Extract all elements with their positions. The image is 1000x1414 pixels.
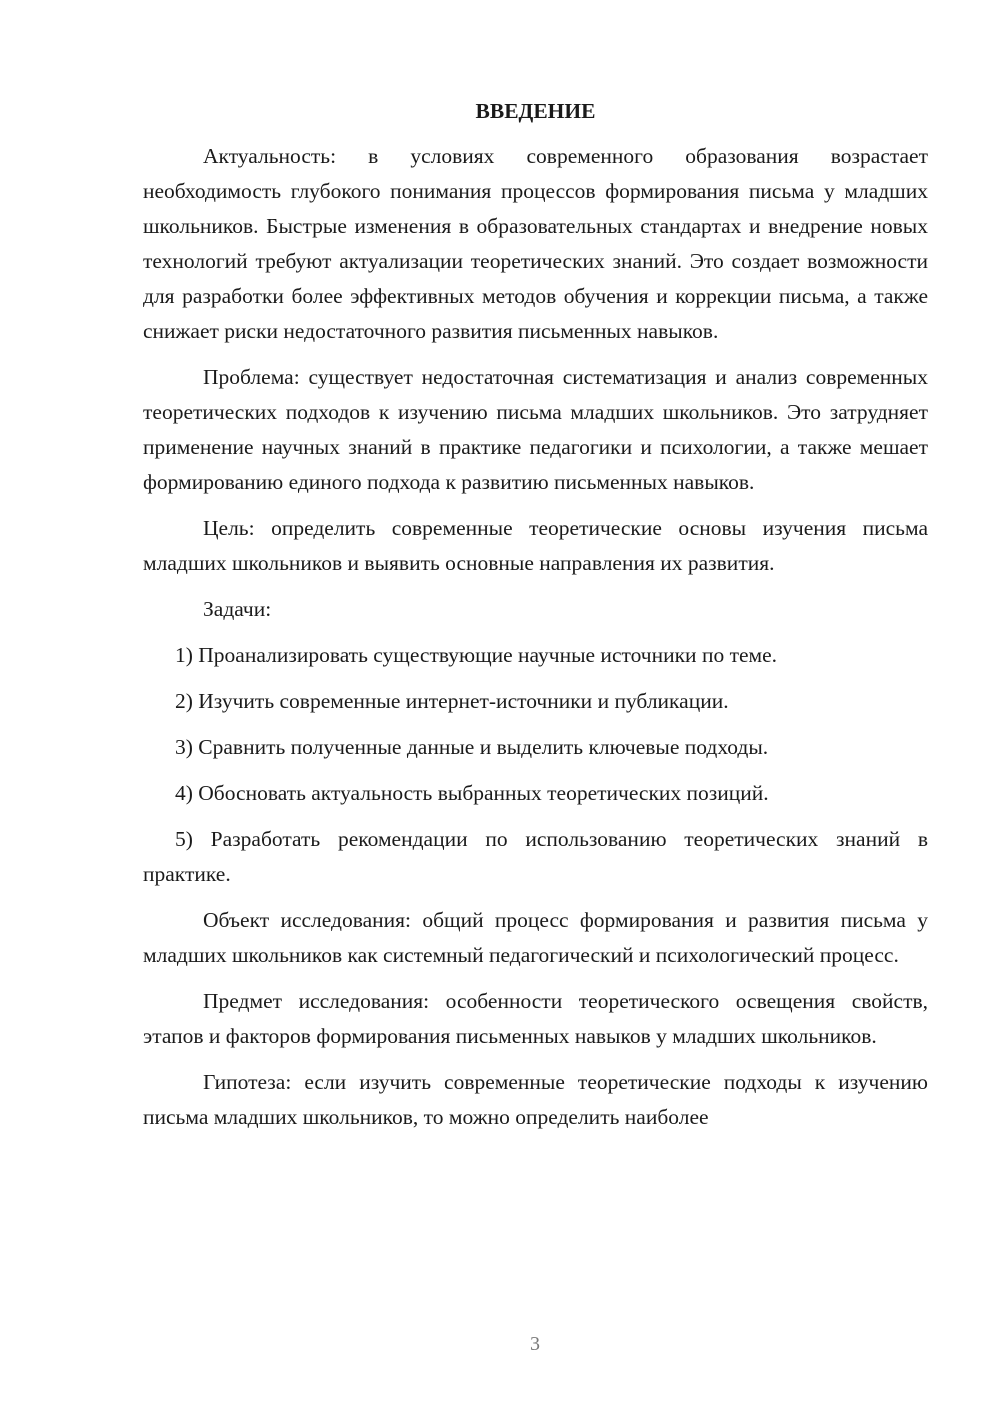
page-number: 3 (530, 1333, 540, 1355)
task-item: 5) Разработать рекомендации по использованию теоретических знаний в практике. (143, 827, 928, 886)
task-item: 2) Изучить современные интернет-источники и публикации. (175, 689, 729, 713)
hypothesis-paragraph: Гипотеза: если изучить современные теоретические подходы к изучению письма младших школьников, то можно определить наиболее (143, 1070, 928, 1129)
subject-paragraph: Предмет исследования: особенности теоретического освещения свойств, этапов и факторов формирования письменных навыков у младших школьников. (143, 989, 928, 1048)
section-title: ВВЕДЕНИЕ (475, 99, 596, 123)
problem-paragraph: Проблема: существует недостаточная систематизация и анализ современных теоретических подходов к изучению письма младших школьников. Это затрудняет применение научных знаний в практике педагогики и психологии, а также мешает формированию единого подхода к развитию письменных навыков. (143, 365, 928, 494)
object-paragraph: Объект исследования: общий процесс формирования и развития письма у младших школьников как системный педагогический и психологический процесс. (143, 908, 928, 967)
task-item: 3) Сравнить полученные данные и выделить ключевые подходы. (175, 735, 769, 759)
task-item: 4) Обосновать актуальность выбранных теоретических позиций. (175, 781, 769, 805)
task-item: 1) Проанализировать существующие научные источники по теме. (175, 643, 778, 667)
tasks-heading: Задачи: (203, 597, 272, 621)
document-page (143, 94, 928, 1146)
goal-paragraph: Цель: определить современные теоретические основы изучения письма младших школьников и выявить основные направления их развития. (143, 516, 928, 575)
relevance-paragraph: Актуальность: в условиях современного образования возрастает необходимость глубокого понимания процессов формирования письма у младших школьников. Быстрые изменения в образовательных стандартах и внедрение новых технологий требуют актуализации теоретических знаний. Это создает возможности для разработки более эффективных методов обучения и коррекции письма, а также снижает риски недостаточного развития письменных навыков. (143, 144, 928, 343)
